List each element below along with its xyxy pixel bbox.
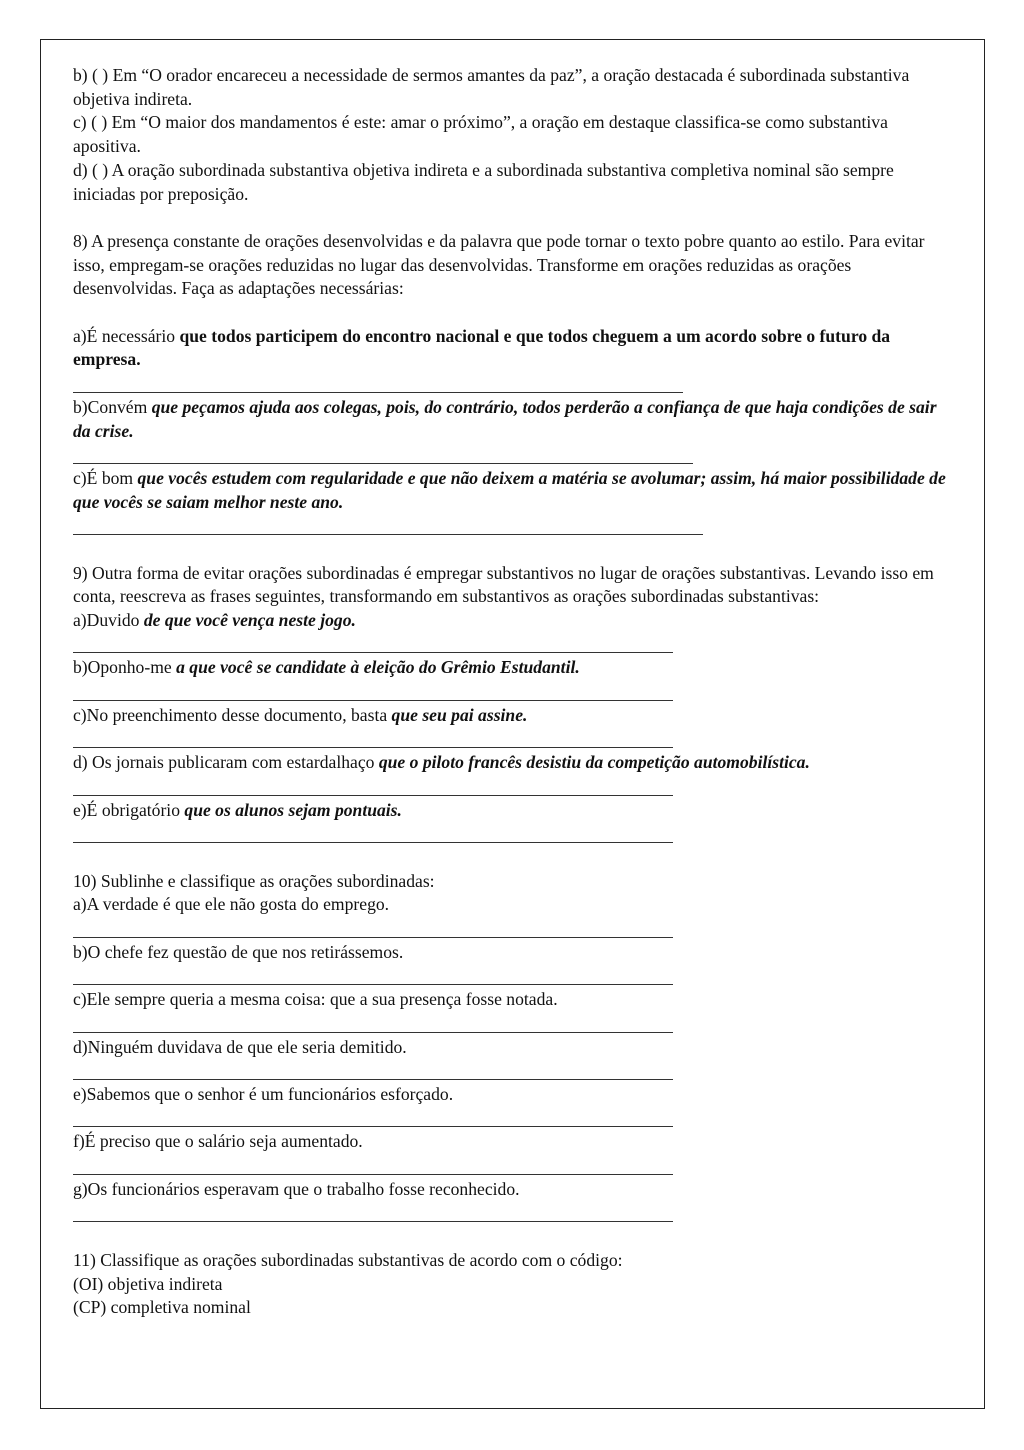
q10-item: b)O chefe fez questão de que nos retirássemos.: [73, 941, 404, 962]
q7-item-c: c) ( ) Em “O maior dos mandamentos é este: amar o próximo”, a oração em destaque classifica-se como substantiva apositiva.: [73, 112, 888, 157]
q8-item-a: a)É necessário que todos participem do encontro nacional e que todos cheguem a um acordo sobre o futuro da empresa.: [73, 325, 891, 370]
q10-item: a)A verdade é que ele não gosta do emprego.: [73, 894, 390, 915]
q8-item-b: b)Convém que peçamos ajuda aos colegas, pois, do contrário, todos perderão a confiança de que haja condições de sair da crise.: [73, 396, 937, 441]
answer-line[interactable]: [73, 633, 953, 657]
answer-line[interactable]: [73, 514, 953, 538]
q10-item: e)Sabemos que o senhor é um funcionários esforçado.: [73, 1083, 454, 1104]
worksheet-content: [73, 64, 953, 1320]
q10-item: f)É preciso que o salário seja aumentado.: [73, 1131, 363, 1152]
q7-item-b: b) ( ) Em “O orador encareceu a necessidade de sermos amantes da paz”, a oração destacada é subordinada substantiva objetiva indireta.: [73, 65, 910, 109]
q10-item: d)Ninguém duvidava de que ele seria demitido.: [73, 1036, 407, 1057]
answer-line[interactable]: [73, 728, 953, 752]
answer-line[interactable]: [73, 1201, 953, 1225]
q9-item-b: b)Oponho-me a que você se candidate à eleição do Grêmio Estudantil.: [73, 657, 580, 678]
answer-line[interactable]: [73, 1107, 953, 1131]
answer-line[interactable]: [73, 965, 953, 989]
q8-item-c: c)É bom que vocês estudem com regularidade e que não deixem a matéria se avolumar; assim, há maior possibilidade de que vocês se saiam melhor neste ano.: [73, 467, 946, 512]
answer-line[interactable]: [73, 1012, 953, 1036]
q10-intro: 10) Sublinhe e classifique as orações subordinadas:: [73, 870, 435, 891]
answer-line[interactable]: [73, 1154, 953, 1178]
answer-line[interactable]: [73, 822, 953, 846]
answer-line[interactable]: [73, 443, 953, 467]
answer-line[interactable]: [73, 680, 953, 704]
q11-code-oi: (OI) objetiva indireta: [73, 1273, 223, 1294]
q11-code-cp: (CP) completiva nominal: [73, 1297, 251, 1318]
q11-intro: 11) Classifique as orações subordinadas substantivas de acordo com o código:: [73, 1249, 623, 1270]
q9-item-c: c)No preenchimento desse documento, basta que seu pai assine.: [73, 704, 528, 725]
q10-item: c)Ele sempre queria a mesma coisa: que a sua presença fosse notada.: [73, 989, 558, 1010]
q9-item-d: d) Os jornais publicaram com estardalhaço que o piloto francês desistiu da competição automobilística.: [73, 752, 810, 773]
q10-item: g)Os funcionários esperavam que o trabalho fosse reconhecido.: [73, 1178, 520, 1199]
q9-item-a: a)Duvido de que você vença neste jogo.: [73, 610, 356, 631]
answer-line[interactable]: [73, 372, 953, 396]
q9-item-e: e)É obrigatório que os alunos sejam pontuais.: [73, 799, 402, 820]
q9-intro: 9) Outra forma de evitar orações subordinadas é empregar substantivos no lugar de orações substantivas. Levando isso em conta, reescreva as frases seguintes, transformando em substantivos as orações subordinadas substantivas:: [73, 562, 934, 607]
q8-intro: 8) A presença constante de orações desenvolvidas e da palavra que pode tornar o texto pobre quanto ao estilo. Para evitar isso, empregam-se orações reduzidas no lugar das desenvolvidas. Transforme em orações reduzidas as orações desenvolvidas. Faça as adaptações necessárias:: [73, 230, 925, 299]
answer-line[interactable]: [73, 1059, 953, 1083]
q7-item-d: d) ( ) A oração subordinada substantiva objetiva indireta e a subordinada substantiva completiva nominal são sempre iniciadas por preposição.: [73, 159, 894, 204]
answer-line[interactable]: [73, 775, 953, 799]
answer-line[interactable]: [73, 917, 953, 941]
